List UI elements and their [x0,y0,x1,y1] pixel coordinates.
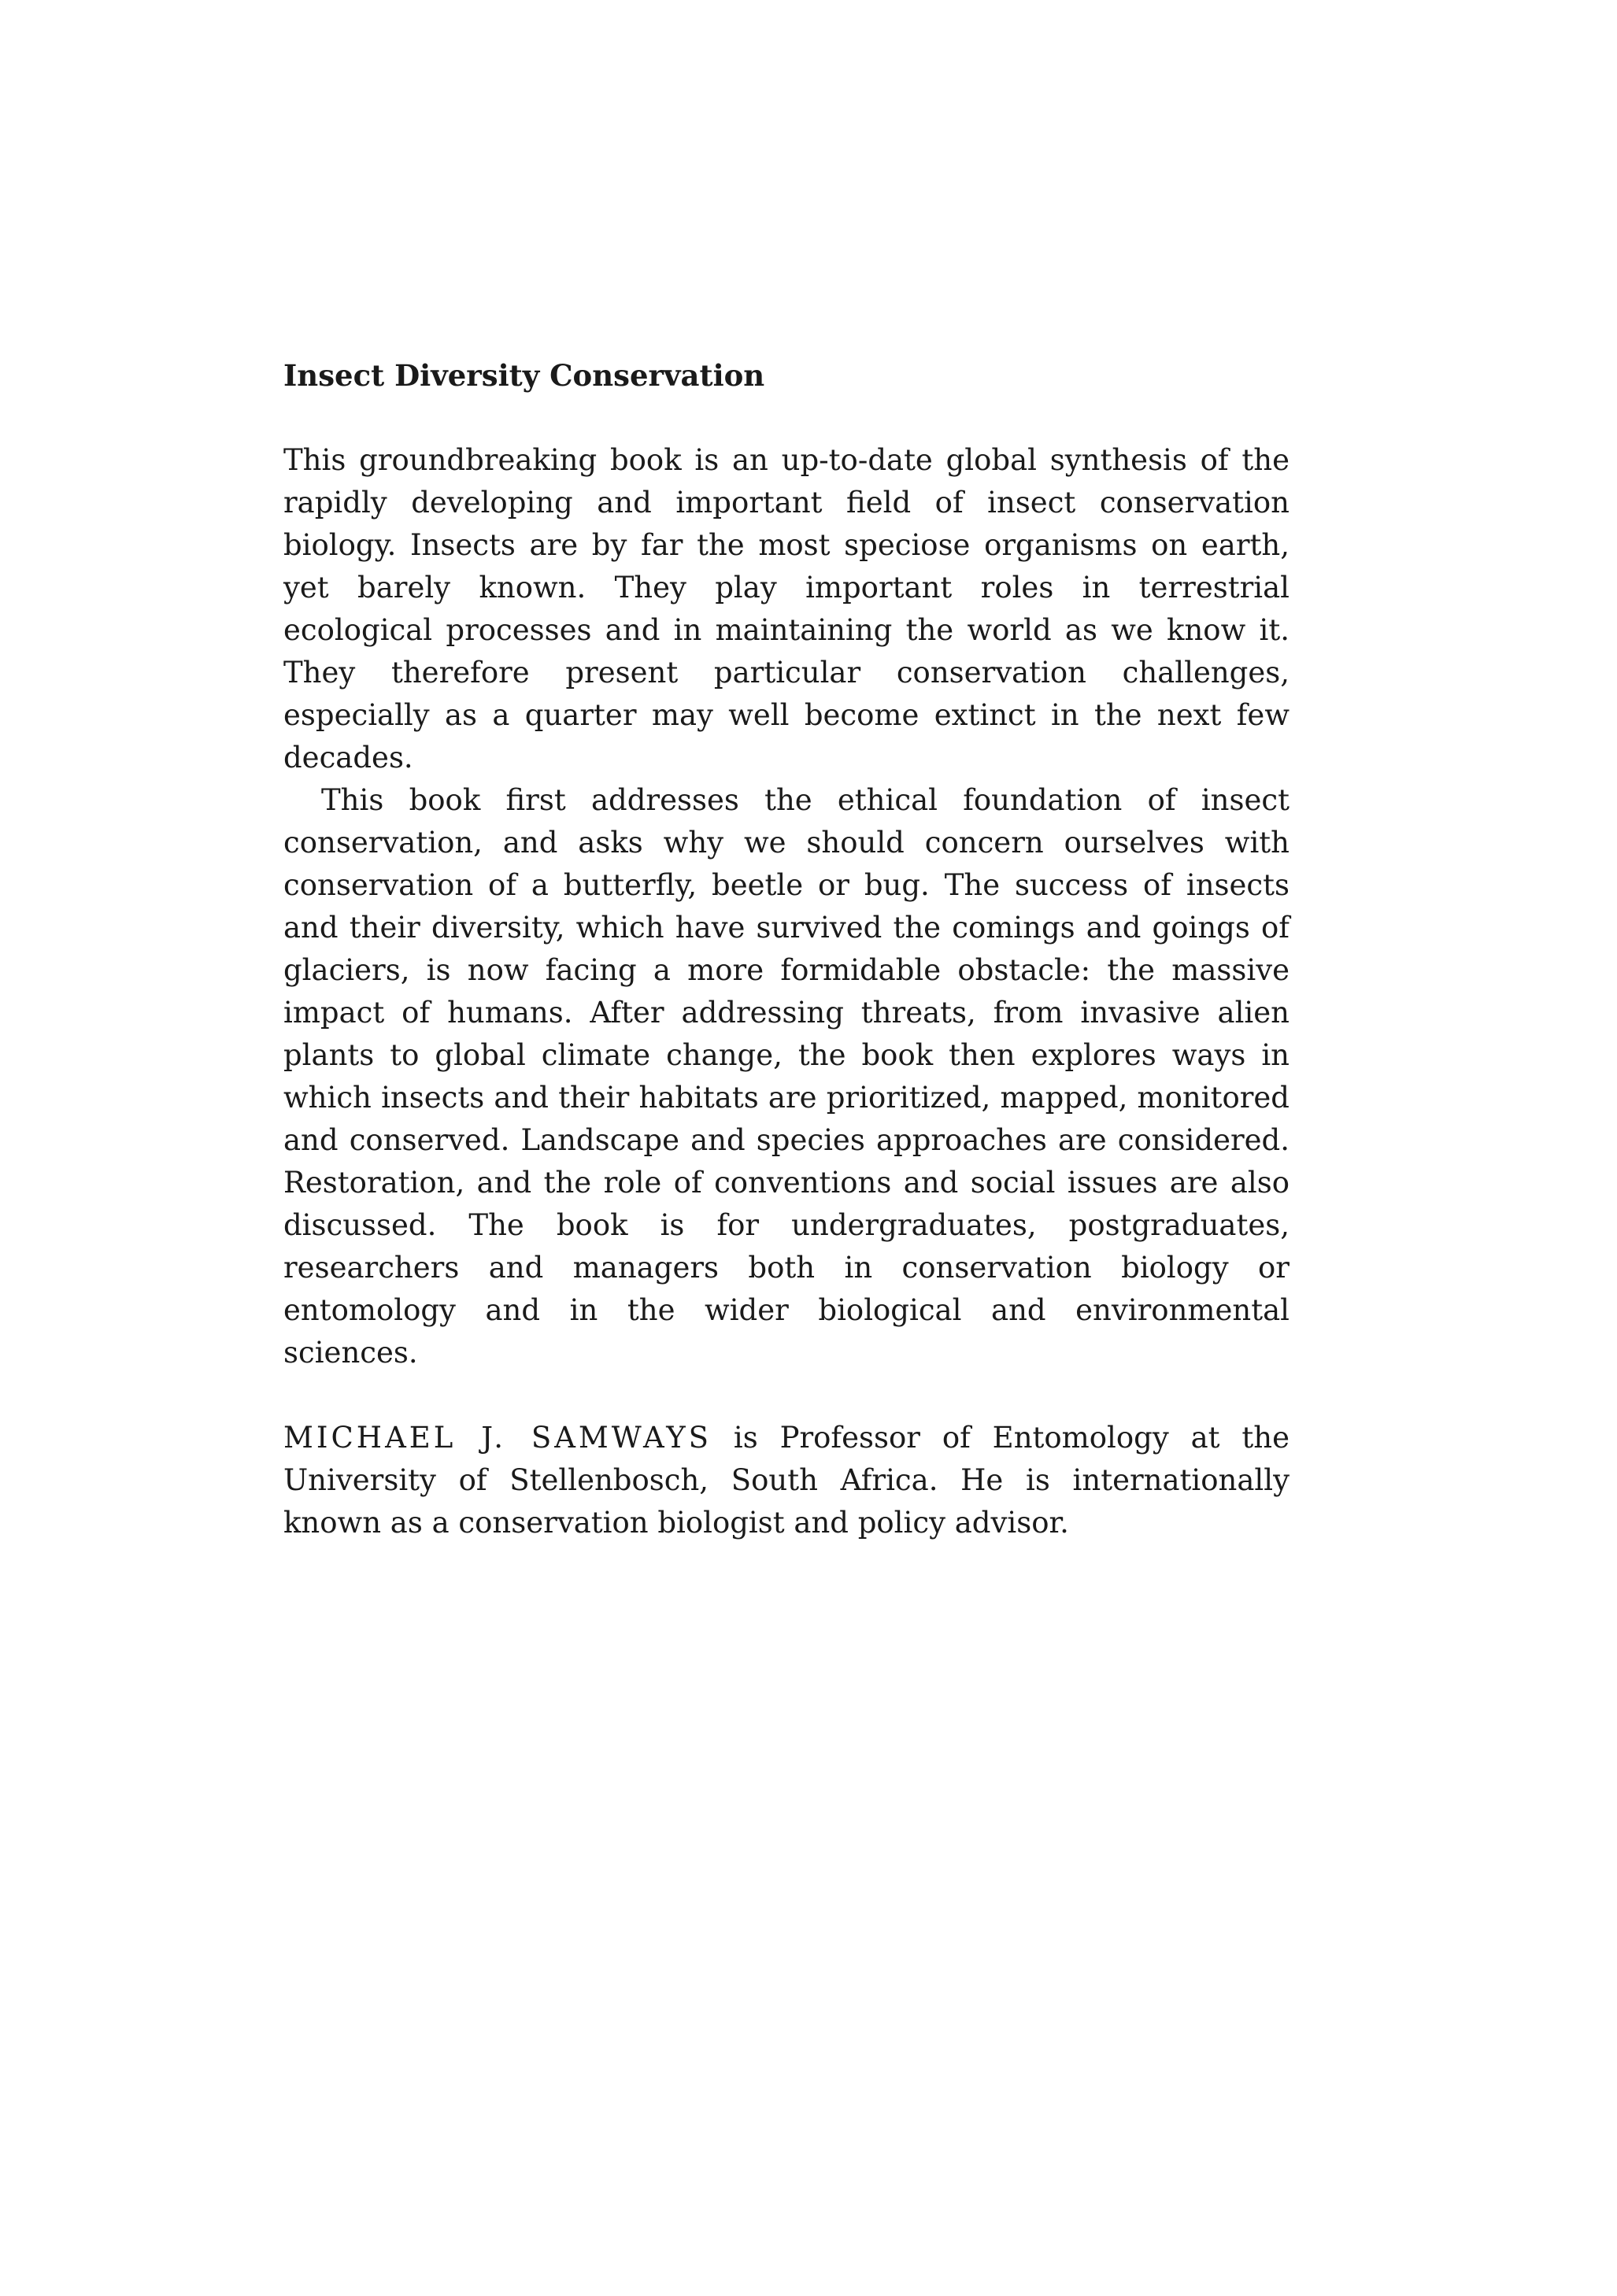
author-bio [283,1417,1290,1544]
description-paragraph-1: This groundbreaking book is an up-to-date global synthesis of the rapidly developing and important field of insect conservation biology. Insects are by far the most speciose organisms on earth, yet barely known. They play important roles in terrestrial ecological processes and in maintaining the world as we know it. They therefore present particular conservation challenges, especially as a quarter may well become extinct in the next few decades. [283,443,1290,775]
book-title: Insect Diversity Conservation [283,358,765,393]
author-name: MICHAEL J. SAMWAYS [283,1421,712,1455]
author-bio-text: is Professor of Entomology at the University of Stellenbosch, South Africa. He is internationally known as a conservation biologist and policy advisor. [283,1421,1290,1540]
blurb-text-block [283,354,1290,1544]
description-paragraph-2: This book first addresses the ethical foundation of insect conservation, and asks why we should concern ourselves with conservation of a butterfly, beetle or bug. The success of insects and their diversity, which have survived the comings and goings of glaciers, is now facing a more formidable obstacle: the massive impact of humans. After addressing threats, from invasive alien plants to global climate change, the book then explores ways in which insects and their habitats are prioritized, mapped, monitored and conserved. Landscape and species approaches are considered. Restoration, and the role of conventions and social issues are also discussed. The book is for undergraduates, postgraduates, researchers and managers both in conservation biology or entomology and in the wider biological and environmental sciences. [283,783,1290,1370]
